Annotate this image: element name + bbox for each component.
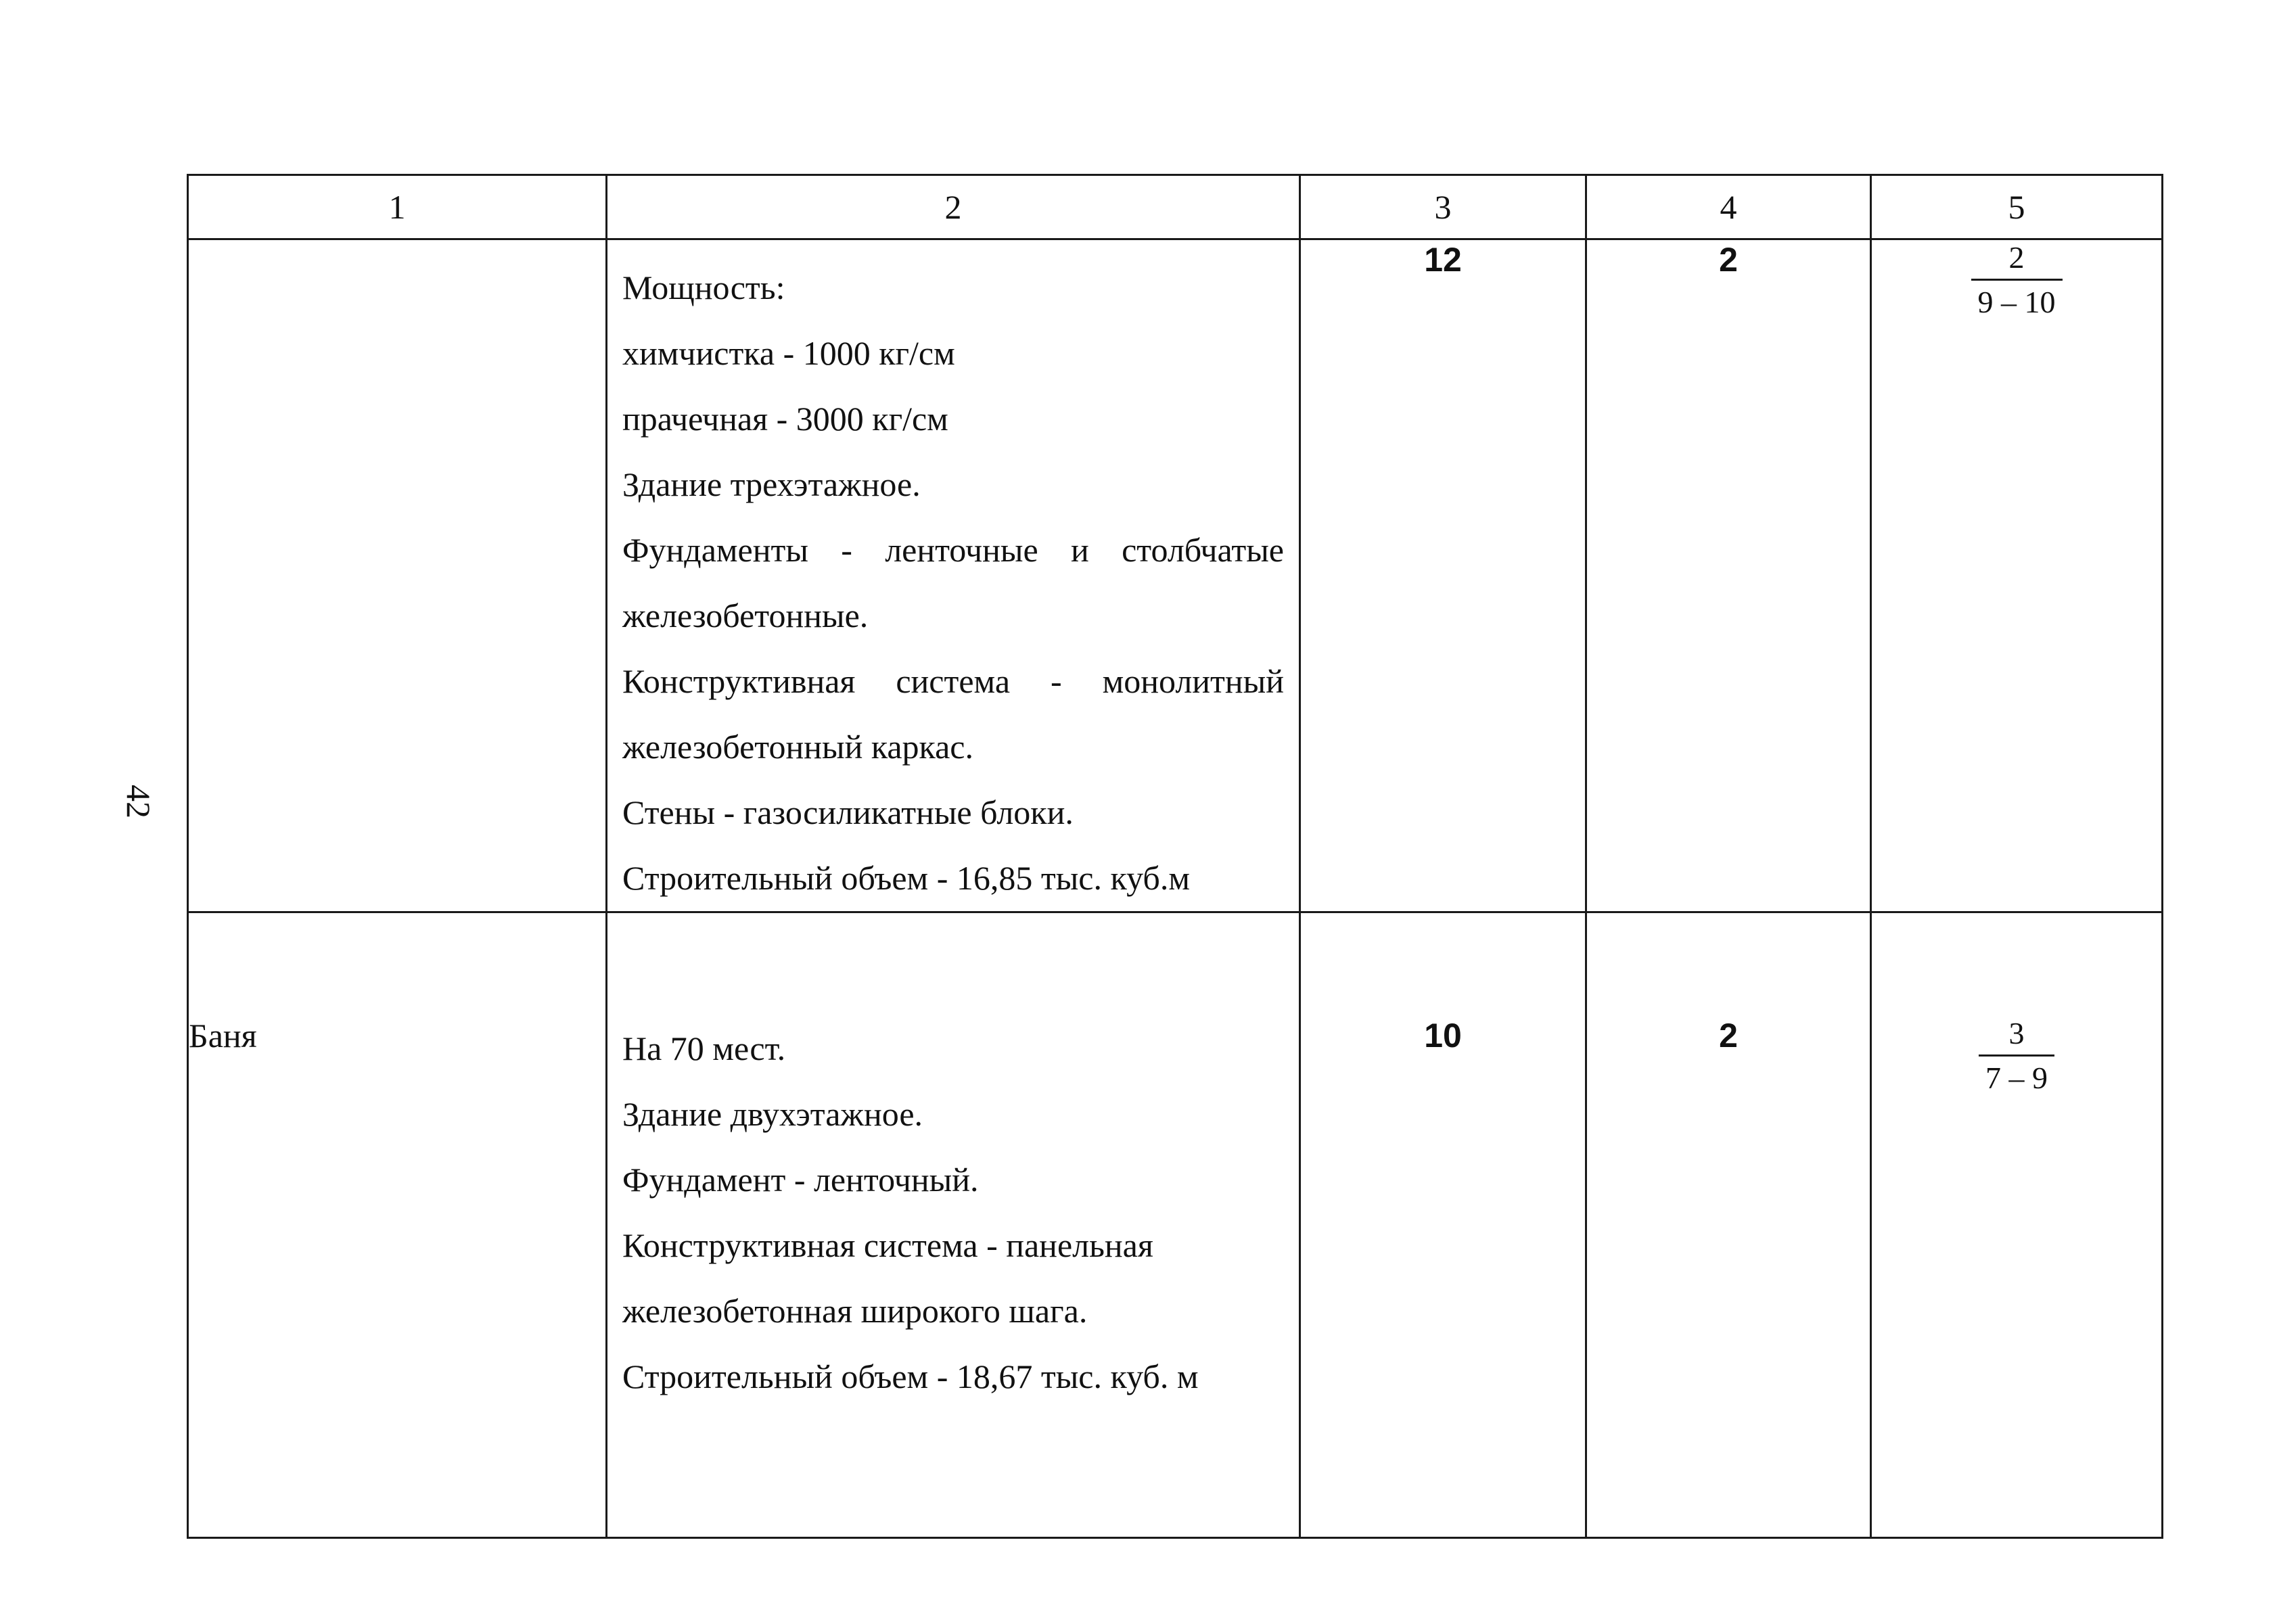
fraction [1971,240,2063,321]
column-header: 2 [607,175,1300,239]
column-3-value: 12 [1300,239,1586,912]
description-line: железобетонный каркас. [622,728,973,766]
description-line: Конструктивная система - панельная [622,1226,1153,1264]
fraction-numerator: 2 [1971,240,2063,281]
object-name-cell [188,239,607,912]
description-line: Мощность: [622,269,785,306]
description-line: железобетонная широкого шага. [622,1292,1088,1330]
column-header: 1 [188,175,607,239]
page-number: 42 [120,785,158,818]
description-line: прачечная - 3000 кг/см [622,400,948,438]
description-line: Строительный объем - 16,85 тыс. куб.м [622,859,1190,897]
description-line: Фундамент - ленточный. [622,1161,979,1199]
column-3-value: 10 [1300,912,1586,1538]
table-row [188,239,2163,912]
table-header-row [188,175,2163,239]
description-line: Конструктивная система - монолитный [622,662,1284,700]
description-cell [607,912,1300,1538]
fraction-denominator: 7 – 9 [1985,1060,2048,1095]
description-line: Стены - газосиликатные блоки. [622,793,1074,831]
description-line: Строительный объем - 18,67 тыс. куб. м [622,1358,1199,1395]
description-cell [607,239,1300,912]
specification-table [187,174,2163,1539]
table-row [188,912,2163,1538]
description-line: железобетонные. [622,597,869,634]
fraction [1979,1016,2054,1096]
column-5-fraction-cell [1871,912,2163,1538]
column-5-fraction-cell [1871,239,2163,912]
fraction-numerator: 3 [1979,1016,2054,1057]
description-line: Здание трехэтажное. [622,465,921,503]
description-line: На 70 мест. [622,1029,786,1067]
column-header: 4 [1586,175,1871,239]
fraction-denominator: 9 – 10 [1977,284,2056,319]
description-line: химчистка - 1000 кг/см [622,334,955,372]
object-name-cell: Баня [188,912,607,1538]
description-line: Фундаменты - ленточные и столбчатые [622,531,1284,569]
column-4-value: 2 [1586,912,1871,1538]
description-line: Здание двухэтажное. [622,1095,923,1133]
column-header: 3 [1300,175,1586,239]
column-header: 5 [1871,175,2163,239]
column-4-value: 2 [1586,239,1871,912]
